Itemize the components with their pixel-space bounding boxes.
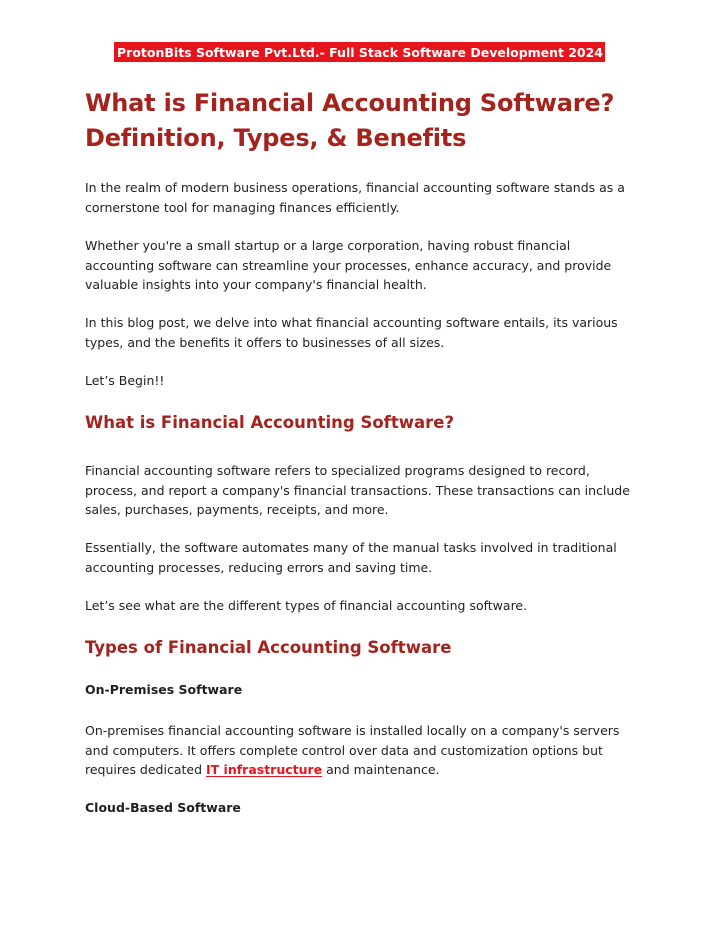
it-infrastructure-link[interactable]: IT infrastructure — [206, 762, 323, 777]
title-line-2: Definition, Types, & Benefits — [85, 124, 467, 152]
intro-paragraph-4: Let’s Begin!! — [85, 373, 165, 388]
header-company: ProtonBits Software Pvt.Ltd.- Full Stack Software Development — [117, 44, 565, 60]
title-line-1: What is Financial Accounting Software? — [85, 89, 615, 117]
intro-paragraph-3: In this blog post, we delve into what financial accounting software entails, its various types, and the benefits it offers to businesses of all sizes. — [85, 315, 618, 350]
subheading-cloud-based: Cloud-Based Software — [85, 800, 241, 815]
header-year: 2024 — [568, 44, 603, 60]
definition-paragraph-3: Let’s see what are the different types of financial accounting software. — [85, 598, 528, 613]
section-heading-types: Types of Financial Accounting Software — [85, 638, 452, 657]
section-heading-definition: What is Financial Accounting Software? — [85, 413, 455, 432]
definition-paragraph-2: Essentially, the software automates many of the manual tasks involved in traditional accounting processes, reducing errors and saving time. — [85, 540, 617, 575]
on-premises-text-after: and maintenance. — [322, 762, 440, 777]
subheading-on-premises: On-Premises Software — [85, 682, 243, 697]
page-title — [85, 86, 635, 156]
page-header-banner — [114, 42, 605, 62]
on-premises-paragraph — [85, 721, 635, 780]
intro-paragraph-2: Whether you're a small startup or a large corporation, having robust financial accounting software can streamline your processes, enhance accuracy, and provide valuable insights into your company's financial health. — [85, 238, 612, 292]
on-premises-text-before: On-premises financial accounting software is installed locally on a company's servers and computers. It offers complete control over data and customization options but requires dedicated — [85, 723, 620, 777]
intro-paragraph-1: In the realm of modern business operations, financial accounting software stands as a cornerstone tool for managing finances efficiently. — [85, 180, 625, 215]
definition-paragraph-1: Financial accounting software refers to specialized programs designed to record, process, and report a company's financial transactions. These transactions can include sales, purchases, payments, receipts, and more. — [85, 463, 630, 517]
